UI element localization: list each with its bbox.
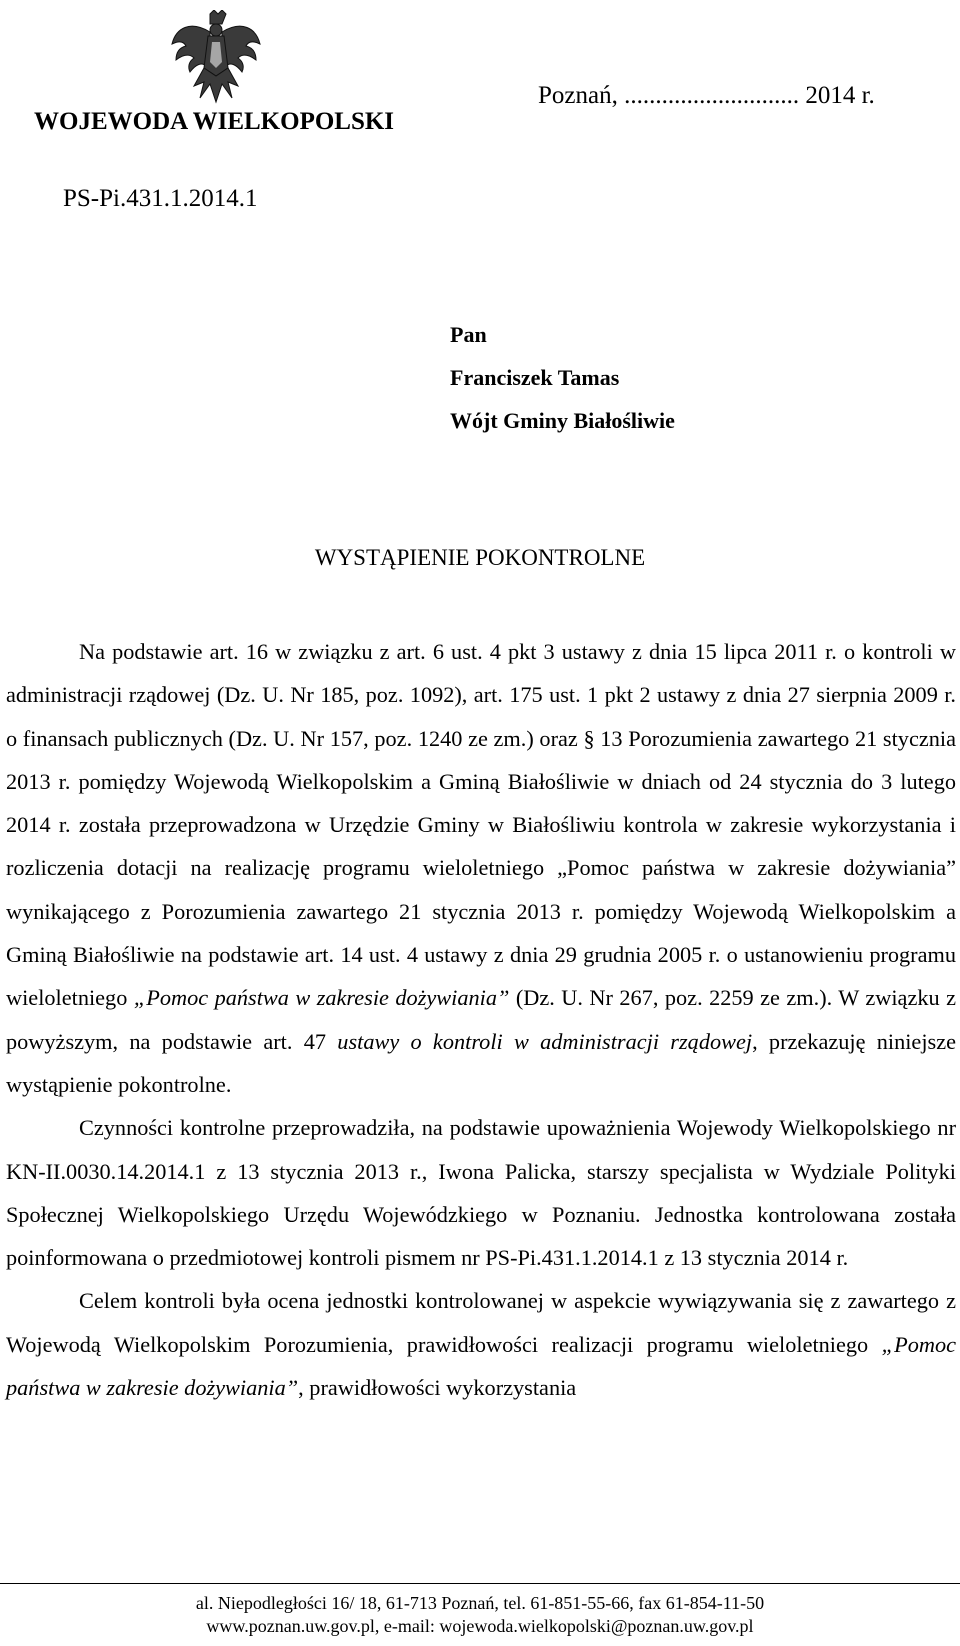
recipient-salutation: Pan — [450, 322, 487, 347]
paragraph-text: , przekazuję niniejsze wystąpienie pokontrolne. — [6, 1028, 956, 1097]
place-date: Poznań, ............................ 2014 r. — [538, 82, 875, 109]
recipient-name: Franciszek Tamas — [450, 365, 620, 390]
paragraph-text: , prawidłowości wykorzystania — [298, 1375, 577, 1401]
document-body — [6, 630, 956, 1409]
reference-number: PS-Pi.431.1.2014.1 — [63, 185, 258, 212]
paragraph-text: Na podstawie art. 16 w związku z art. 6 ust. 4 pkt 3 ustawy z dnia 15 lipca 2011 r. o kontroli w administracji rządowej (Dz. U. Nr 185, poz. 1092), art. 175 ust. 1 pkt 2 ustawy z dnia 27 sierpnia 2009 r. o finansach publicznych (Dz. U. Nr 157, poz. 1240 ze zm.) oraz § 13 Porozumienia zawartego 21 stycznia 2013 r. pomiędzy Wojewodą Wielkopolskim a Gminą Białośliwie w dniach od 24 stycznia do 3 lutego 2014 r. została przeprowadzona w Urzędzie Gminy w Białośliwiu kontrola w zakresie wykorzystania i rozliczenia dotacji na realizację programu wieloletniego „Pomoc państwa w zakresie dożywiania” wynikającego z Porozumienia zawartego 21 stycznia 2013 r. pomiędzy Wojewodą Wielkopolskim a Gminą Białośliwie na podstawie art. 14 ust. 4 ustawy z dnia 29 grudnia 2005 r. o ustanowieniu programu wieloletniego — [6, 639, 956, 1011]
paragraph-inspector: Czynności kontrolne przeprowadziła, na podstawie upoważnienia Wojewody Wielkopolskiego nr KN-II.0030.14.2014.1 z 13 stycznia 2013 r., Iwona Palicka, starszy specjalista w Wydziale Polityki Społecznej Wielkopolskiego Urzędu Wojewódzkiego w Poznaniu. Jednostka kontrolowana została poinformowana o przedmiotowej kontroli pismem nr PS-Pi.431.1.2014.1 z 13 stycznia 2014 r. — [6, 1115, 956, 1271]
footer-address: al. Niepodległości 16/ 18, 61-713 Poznań, tel. 61-851-55-66, fax 61-854-11-50 — [195, 1593, 765, 1613]
program-name: „Pomoc państwa w zakresie dożywiania” — [6, 1331, 956, 1401]
paragraph-text: Celem kontroli była ocena jednostki kontrolowanej w aspekcie wywiązywania się z zawartego z Wojewodą Wielkopolskim Porozumienia, prawidłowości realizacji programu wieloletniego — [6, 1288, 956, 1357]
paragraph-legal-basis — [6, 630, 956, 1106]
recipient-block — [450, 313, 675, 442]
issuer-name: WOJEWODA WIELKOPOLSKI — [34, 108, 395, 135]
paragraph-text: (Dz. U. Nr 267, poz. 2259 ze zm.). W związku z powyższym, na podstawie art. 47 — [6, 985, 956, 1054]
footer-divider — [0, 1583, 960, 1584]
footer-contact: www.poznan.uw.gov.pl, e-mail: wojewoda.wielkopolski@poznan.uw.gov.pl — [206, 1616, 754, 1636]
paragraph-purpose — [6, 1279, 956, 1409]
act-name: ustawy o kontroli w administracji rządowej — [337, 1028, 753, 1054]
footer — [0, 1592, 960, 1638]
document-title: WYSTĄPIENIE POKONTROLNE — [314, 545, 646, 570]
recipient-position: Wójt Gminy Białośliwie — [450, 408, 675, 433]
polish-eagle-emblem-icon — [170, 10, 262, 104]
program-name: „Pomoc państwa w zakresie dożywiania” — [133, 985, 510, 1011]
